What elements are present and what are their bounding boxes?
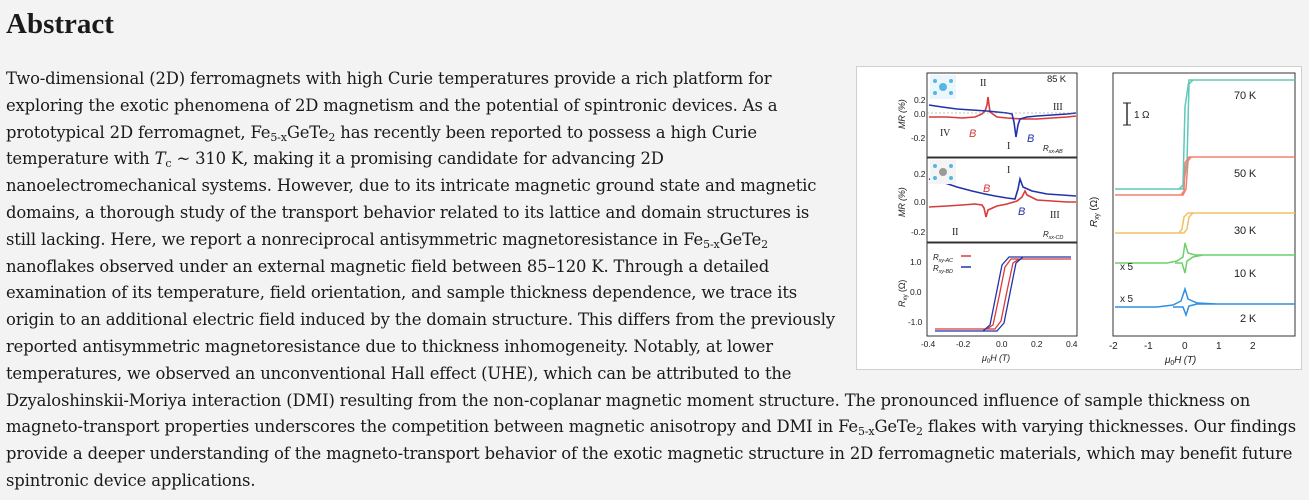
curve-70k [1115, 80, 1295, 189]
abstract-segment: ~ 310 K, making it a promising candidate for advancing 2D nanoelectromechanical systems. However, due to its intricate magnetic ground state and magnetic domains, a thorough study of the transport behavior related to its lattice and domain structures is still lacking. Here, we report a nonreciprocal antisymmetric magnetoresistance in Fe [6, 149, 817, 249]
panel2-ytick: -0.2 [911, 227, 926, 237]
formula-subscript: 2 [761, 237, 768, 251]
panel3-ytick: 1.0 [910, 257, 922, 267]
abstract-heading: Abstract [6, 8, 114, 40]
panel1-legend: $R_{xx-AB}$ [1043, 144, 1063, 155]
panel2-legend: $R_{xx-CD}$ [1043, 230, 1064, 241]
right-panel-group [1089, 73, 1295, 367]
abstract-figure [856, 66, 1302, 370]
panel1-roman: III [1053, 102, 1063, 113]
panel1-roman: IV [940, 128, 951, 139]
panel2-ytick: 0.0 [914, 197, 926, 207]
left-xtick: 0.4 [1066, 339, 1078, 349]
panel1-ytick: 0.0 [914, 109, 926, 119]
crystal-inset-icon [930, 75, 956, 99]
panel2-roman: I [1007, 165, 1011, 176]
right-xtick: -1 [1144, 341, 1153, 352]
panel3-legend-ac: $R_{xy-AC}$ [933, 253, 953, 264]
formula-part: GeTe [719, 229, 762, 249]
panel1-field-red: B [969, 128, 977, 140]
panel2-field-red: B [983, 183, 991, 195]
temp-label-70k: 70 K [1234, 90, 1257, 102]
left-xtick: -0.4 [921, 339, 936, 349]
panel1-roman: II [980, 78, 987, 89]
formula-subscript: 5-x [857, 425, 875, 439]
abstract-text [6, 66, 1302, 495]
panel3-legend-bd: $R_{xy-BD}$ [933, 264, 953, 275]
left-xtick: 0.2 [1031, 339, 1043, 349]
panel2-roman: III [1050, 210, 1060, 221]
formula-part: GeTe [874, 417, 916, 437]
panel3-blue-loop [935, 257, 1071, 331]
right-xtick: -2 [1109, 341, 1118, 352]
formula-subscript: 5-x [270, 130, 287, 144]
abstract-segment: flakes with varying thicknesses. Our findings provide a deeper understanding of the magneto-transport behavior of the exotic magnetic structure in 2D ferromagnetic materials, which may benefit future spintronic device applications. [6, 417, 1296, 490]
right-xtick: 2 [1250, 341, 1256, 352]
panel1-ytick: 0.2 [914, 95, 926, 105]
left-temp-label: 85 K [1047, 74, 1066, 85]
right-xtick: 0 [1182, 341, 1188, 352]
curve-10k [1115, 243, 1295, 273]
left-xlabel: $\mu_0H$ (T) [982, 353, 1010, 365]
formula-part: GeTe [286, 122, 329, 142]
panel2-ytick: 0.2 [914, 169, 926, 179]
right-xtick: 1 [1216, 341, 1222, 352]
multiplier-2k: x 5 [1120, 294, 1133, 305]
abstract-segment: Two-dimensional (2D) ferromagnets with high Curie temperatures provide a rich platform for exploring the exotic phenomena of 2D magnetism and the potential of spintronic devices. As a prototypical 2D ferromagnet, Fe [6, 69, 778, 142]
panel3-ytick: 0.0 [910, 287, 922, 297]
panel2-roman: II [952, 227, 959, 238]
panel2-ylabel: MR (%) [897, 187, 907, 217]
curve-30k [1115, 213, 1295, 233]
panel1-field-blue: B [1027, 133, 1035, 145]
temp-label-2k: 2 K [1240, 313, 1257, 325]
abstract-segment: nanoflakes observed under an external magnetic field between 85–120 K. Through a detailed examination of its temperature, field orientation, and sample thickness dependence, we trace its origin to an additional electric field induced by the domain structure. This differs from the previously reported antisymmetric magnetoresistance due to thickness inhomogeneity. Notably, at lower temperatures, we observed an unconventional Hall effect (UHE), which can be attributed to the Dzyaloshinskii-Moriya interaction (DMI) resulting from the non-coplanar magnetic moment structure. The pronounced influence of sample thickness on magneto-transport properties underscores the competition between magnetic anisotropy and DMI in Fe [6, 256, 1251, 437]
curie-subscript: c [165, 157, 172, 171]
temp-label-50k: 50 K [1234, 168, 1257, 180]
curie-symbol: T [154, 149, 166, 169]
crystal-inset-icon [930, 160, 956, 184]
panel3-ytick: -1.0 [908, 317, 923, 327]
panel1-roman: I [1007, 141, 1011, 152]
abstract-segment: has recently been reported to possess a high Curie temperature with [6, 122, 757, 169]
panel1-ytick: -0.2 [911, 133, 926, 143]
formula-subscript: 2 [916, 425, 923, 439]
panel3-red-loop [935, 259, 1071, 329]
temp-label-10k: 10 K [1234, 268, 1257, 280]
scale-bar-label: 1 Ω [1134, 110, 1150, 121]
temp-label-30k: 30 K [1234, 225, 1257, 237]
formula-subscript: 5-x [703, 237, 720, 251]
formula-subscript: 2 [328, 130, 336, 144]
right-xlabel: $\mu_0H$ (T) [1165, 355, 1197, 367]
panel3-ylabel: $R_{xy}$ (Ω) [897, 279, 909, 307]
curve-2k [1115, 289, 1295, 315]
right-ylabel: $R_{xy}$ (Ω) [1089, 196, 1101, 227]
left-xtick: 0.0 [996, 339, 1008, 349]
left-xtick: -0.2 [956, 339, 971, 349]
multiplier-10k: x 5 [1120, 262, 1133, 273]
panel1-ylabel: MR (%) [897, 99, 907, 129]
panel2-field-blue: B [1018, 206, 1026, 218]
left-panel-group [897, 73, 1078, 365]
